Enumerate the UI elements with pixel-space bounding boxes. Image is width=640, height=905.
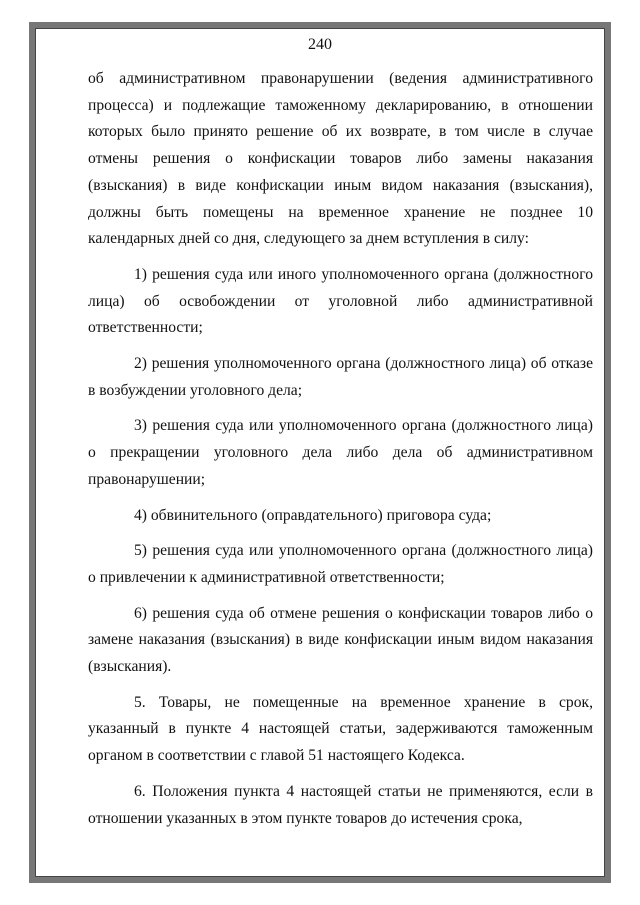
paragraph-continuation: об административном правонарушении (ведения административного процесса) и подлежащие таможенному декларированию, в отношении которых было принято решение об их возврате, в том числе в случае отмены решения о конфискации товаров либо замены наказания (взыскания) в виде конфискации иным видом наказания (взыскания), должны быть помещены на временное хранение не позднее 10 календарных дней со дня, следующего за днем вступления в силу: — [88, 70, 593, 248]
page-number: 240 — [308, 36, 332, 53]
list-item-5: 5) решения суда или уполномоченного органа (должностного лица) о привлечении к административной ответственности; — [88, 542, 593, 586]
list-item-1: 1) решения суда или иного уполномоченного органа (должностного лица) об освобождении от уголовной либо административной ответственности; — [88, 265, 593, 337]
list-item-4: 4) обвинительного (оправдательного) приговора суда; — [134, 506, 492, 524]
document-body — [88, 66, 593, 832]
list-item-2: 2) решения уполномоченного органа (должностного лица) об отказе в возбуждении уголовного дела; — [88, 355, 593, 399]
list-item-3: 3) решения суда или уполномоченного органа (должностного лица) о прекращении уголовного дела либо дела об административном правонарушении; — [88, 417, 593, 488]
clause-6: 6. Положения пункта 4 настоящей статьи не применяются, если в отношении указанных в этом пункте товаров до истечения срока, — [88, 782, 593, 827]
clause-5: 5. Товары, не помещенные на временное хранение в срок, указанный в пункте 4 настоящей статьи, задерживаются таможенным органом в соответствии с главой 51 настоящего Кодекса. — [88, 693, 593, 765]
list-item-6: 6) решения суда об отмене решения о конфискации товаров либо о замене наказания (взыскания) в виде конфискации иным видом наказания (взыскания). — [88, 604, 593, 676]
